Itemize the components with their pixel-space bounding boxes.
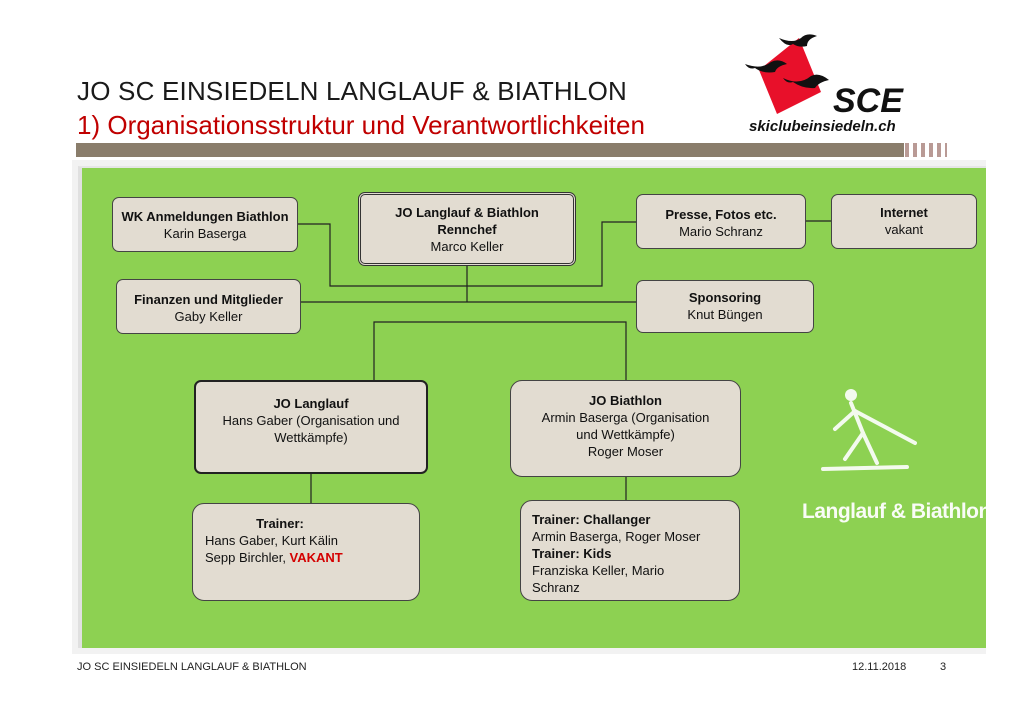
footer-title: JO SC EINSIEDELN LANGLAUF & BIATHLON	[77, 661, 307, 673]
box-rennchef	[358, 192, 576, 266]
box-person: Knut Büngen	[687, 307, 763, 322]
box-title: JO Langlauf	[273, 396, 349, 411]
box-finanzen	[116, 279, 301, 334]
box-person: Karin Baserga	[163, 226, 247, 241]
footer-date: 12.11.2018	[852, 661, 907, 673]
box-internet	[831, 194, 977, 249]
box-line: Armin Baserga, Roger Moser	[532, 529, 701, 544]
box-line: Armin Baserga (Organisation	[541, 410, 710, 425]
box-title: JO Langlauf & Biathlon	[395, 205, 539, 220]
slide-subtitle: 1) Organisationsstruktur und Verantwortlichkeiten	[77, 110, 645, 140]
box-line: und Wettkämpfe)	[576, 427, 675, 442]
box-trainer-langlauf	[192, 503, 420, 601]
box-title: Trainer:	[256, 516, 304, 531]
logo-brand-text: SCE	[833, 82, 903, 120]
watermark-label: Langlauf & Biathlon	[802, 500, 991, 523]
footer-page-number: 3	[940, 661, 947, 673]
vacant-label: VAKANT	[289, 550, 343, 565]
box-trainer-biathlon	[520, 500, 740, 601]
box-line: Franziska Keller, Mario	[532, 563, 665, 578]
box-title: Trainer: Challanger	[532, 512, 651, 527]
box-line: Schranz	[532, 580, 580, 595]
box-wk-anmeldungen	[112, 197, 298, 252]
box-line: Wettkämpfe)	[274, 430, 348, 445]
box-person: Mario Schranz	[679, 224, 763, 239]
slide-title: JO SC EINSIEDELN LANGLAUF & BIATHLON	[77, 76, 627, 106]
box-person: vakant	[884, 222, 924, 237]
box-title: Finanzen und Mitglieder	[134, 292, 283, 307]
logo-tagline: skiclubeinsiedeln.ch	[749, 118, 896, 135]
box-title: Sponsoring	[688, 290, 762, 305]
box-line: Sepp Birchler,	[205, 550, 290, 565]
box-line: Hans Gaber (Organisation und	[222, 413, 400, 428]
box-person: Gaby Keller	[174, 309, 243, 324]
box-sponsoring	[636, 280, 814, 333]
box-line: Hans Gaber, Kurt Kälin	[205, 533, 338, 548]
box-title: WK Anmeldungen Biathlon	[121, 209, 289, 224]
box-title: JO Biathlon	[589, 393, 662, 408]
box-title: Trainer: Kids	[532, 546, 612, 561]
box-person: Marco Keller	[430, 239, 504, 254]
box-jo-biathlon	[510, 380, 741, 477]
box-title: Presse, Fotos etc.	[665, 207, 777, 222]
skier-icon	[815, 385, 925, 485]
box-line: Roger Moser	[587, 444, 664, 459]
box-role: Rennchef	[437, 222, 497, 237]
connector-branches	[374, 322, 626, 380]
box-jo-langlauf	[194, 380, 428, 474]
box-title: Internet	[880, 205, 928, 220]
box-presse	[636, 194, 806, 249]
